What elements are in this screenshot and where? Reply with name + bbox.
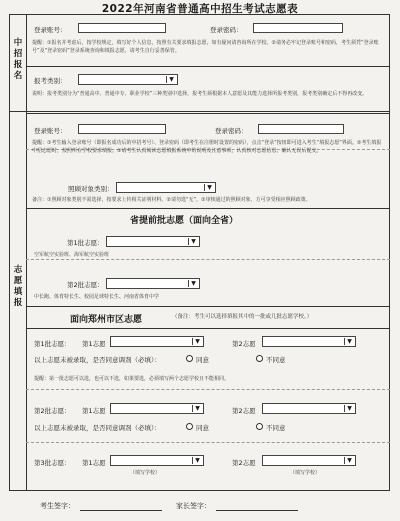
batch1-label: 第1批志愿： (34, 340, 71, 348)
exam-type-note: 说明：报考类别分为“普通高中、普通中专、职业学校”三种类别中选择，报考生须根据本人意愿及其能力选择所报考类别，报考类别确定后不得再改变。 (32, 91, 368, 97)
dropdown-arrow-icon-3: ▼ (188, 238, 198, 245)
login-password-label: 登录密码： (210, 26, 243, 34)
batch2-agree-label: 同意 (196, 424, 209, 432)
app-login-password-input[interactable] (258, 124, 344, 134)
parent-signature-label: 家长签字： (176, 502, 211, 510)
login-account-input[interactable] (78, 23, 166, 33)
special-type-note: 备注：①照顾对象类别不需选择，按要求上传相关证明材料。②请勿选“无”，②审核通过的照顾对象，方可享受相应照顾政策。 (32, 197, 311, 203)
batch2-school1-label: 第1志愿 (82, 407, 106, 415)
row-divider-1 (26, 208, 390, 209)
dropdown-arrow-icon: ▼ (166, 76, 176, 83)
batch1-agree-label: 同意 (196, 356, 209, 364)
batch3-school1-select[interactable] (110, 455, 204, 466)
dropdown-arrow-icon-6: ▼ (344, 338, 354, 345)
dropdown-arrow-icon-4: ▼ (188, 280, 198, 287)
side-column-divider (26, 14, 27, 491)
parent-signature-line[interactable] (216, 510, 298, 511)
batch1-school2-label: 第2志愿 (232, 340, 256, 348)
batch1-agree-radio[interactable] (186, 355, 193, 362)
exam-type-label: 报考类别： (34, 77, 67, 85)
batch3-school2-select[interactable] (262, 455, 356, 466)
batch3-school2-label: 第2志愿 (232, 459, 256, 467)
early-second-label: 第2批志愿： (67, 281, 104, 289)
early-first-note: 空军航空实验班、海军航空实验班 (34, 252, 110, 258)
side-label-registration: 中招报名 (13, 38, 23, 81)
login-password-input[interactable] (253, 23, 343, 33)
batch2-school1-select[interactable] (110, 403, 204, 414)
batch3-school2-hint: （填写学校） (290, 470, 321, 476)
dropdown-arrow-icon-2: ▼ (204, 184, 214, 191)
early-first-select[interactable] (106, 236, 200, 247)
batch2-label: 第2批志愿： (34, 407, 71, 415)
early-first-label: 第1批志愿： (67, 239, 104, 247)
side-label-application: 志愿填报 (13, 265, 23, 308)
application-login-note: 提醒：①考生输入登录账号（即报名成功后的中招考号）、登录密码（即考生在注册时设置的密码），点击“登录”按钮即可进入考生“填报志愿”界面。②考生填报中招志愿时，按照所在学校要求填报。③请考生认真阅读志愿填报系统中的说明及注意事项，认真核对志愿信息，确认无误后提交。 (32, 140, 382, 154)
login-account-label: 登录账号： (34, 26, 67, 34)
student-signature-label: 考生签字： (40, 502, 75, 510)
batch3-label: 第3批志愿： (34, 459, 71, 467)
batch2-disagree-radio[interactable] (256, 423, 263, 430)
early-batch-title: 省提前批志愿（面向全省） (130, 216, 239, 226)
batch3-school1-hint: （填写学校） (130, 470, 161, 476)
subrow-divider (26, 66, 390, 67)
subrow-divider-2 (26, 113, 390, 114)
app-login-account-label: 登录账号： (34, 127, 67, 135)
batch1-adjust-question: 以上志愿未被录取，是否同意调剂（必填）： (34, 356, 161, 364)
batch2-school2-select[interactable] (262, 403, 356, 414)
zhengzhou-note: （备注：考生可以选择填报其中的一批或几批志愿学校。） (172, 314, 313, 320)
row-divider-2 (26, 306, 390, 307)
dash-divider-4 (26, 442, 390, 443)
early-second-note: 中长跑、体育特长生、校园足球特长生、河南省体育中学 (34, 294, 160, 300)
app-login-account-input[interactable] (78, 124, 166, 134)
dropdown-arrow-icon-7: ▼ (192, 405, 202, 412)
batch1-disagree-radio[interactable] (256, 355, 263, 362)
batch1-school1-select[interactable] (110, 336, 204, 347)
dropdown-arrow-icon-9: ▼ (192, 457, 202, 464)
registration-note: 提醒：①报名并考虑后，按学校规定，填写好个人信息，按照有关要求填报志愿，如有疑问请咨询所在学校。②请务必牢记登录账号和密码，考生须凭“登录账号”及“登录密码”登录系统查询和填报志愿，请考生自行妥善保管。 (32, 40, 379, 54)
form-title: 2022年河南省普通高中招生考试志愿表 (101, 3, 299, 15)
batch1-school2-select[interactable] (262, 336, 356, 347)
exam-type-select[interactable] (78, 74, 178, 85)
batch2-agree-radio[interactable] (186, 423, 193, 430)
section-divider (9, 111, 390, 112)
batch2-school2-label: 第2志愿 (232, 407, 256, 415)
app-login-password-label: 登录密码： (215, 127, 248, 135)
batch1-tip: 提醒：第一批志愿可以选，也可以不选，如果要选，必须填写两个志愿学校且不能相同。 (34, 376, 230, 382)
dash-divider-3 (26, 389, 390, 390)
student-signature-line[interactable] (80, 510, 162, 511)
early-second-select[interactable] (106, 278, 200, 289)
batch2-adjust-question: 以上志愿未被录取，是否同意调剂（必填）： (34, 424, 161, 432)
zhengzhou-title: 面向郑州市区志愿 (70, 315, 143, 325)
batch1-school1-label: 第1志愿 (82, 340, 106, 348)
dropdown-arrow-icon-5: ▼ (192, 338, 202, 345)
batch3-school1-label: 第1志愿 (82, 459, 106, 467)
special-type-label: 照顾对象类别： (68, 185, 114, 193)
batch1-disagree-label: 不同意 (266, 356, 286, 364)
row-divider-3 (26, 328, 390, 329)
batch2-disagree-label: 不同意 (266, 424, 286, 432)
dropdown-arrow-icon-10: ▼ (344, 457, 354, 464)
special-type-select[interactable] (116, 182, 216, 193)
dropdown-arrow-icon-8: ▼ (344, 405, 354, 412)
